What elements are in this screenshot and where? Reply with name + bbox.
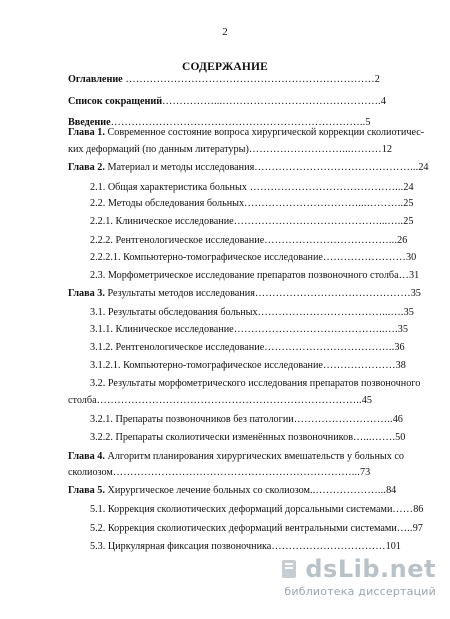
toc-line[interactable] (68, 74, 380, 86)
toc-leader: ..………………... (310, 485, 387, 496)
toc-line[interactable] (90, 504, 423, 516)
toc-line[interactable] (68, 288, 421, 300)
toc-line[interactable] (90, 198, 413, 210)
toc-text: 3.1.2. Рентгенологическое исследование (90, 342, 265, 353)
toc-page: 97 (412, 523, 423, 534)
toc-leader: ……………………………………... (246, 182, 404, 193)
toc-text: 2.2.2.1. Компьютерно-томографическое исследование (90, 252, 323, 263)
toc-leader: ……………………………………………………………… (122, 74, 375, 85)
toc-page: 35 (410, 288, 421, 299)
book-icon (280, 558, 300, 580)
toc-line[interactable] (90, 360, 406, 372)
toc-chapter: Глава 4. (68, 451, 105, 462)
toc-line[interactable] (90, 342, 405, 354)
toc-text: 5.1. Коррекция сколиотических деформаций дорсальными системами (90, 504, 393, 515)
toc-leader: ……………………………………… (254, 288, 411, 299)
toc-leader: ………………… (322, 360, 396, 371)
toc-line[interactable] (68, 485, 396, 497)
toc-line[interactable] (90, 270, 419, 282)
toc-line[interactable] (68, 467, 370, 479)
toc-leader: ……………………………………………………………….. (110, 117, 366, 128)
toc-line[interactable] (68, 162, 429, 174)
toc-text: 2.2.1. Клиническое исследование (90, 216, 234, 227)
toc-leader: ………………………………... (264, 235, 398, 246)
toc-page: 86 (413, 504, 424, 515)
toc-line[interactable] (68, 144, 392, 156)
toc-text: 2.2.2. Рентгенологическое исследование (90, 235, 265, 246)
toc-page: 4 (380, 96, 386, 107)
toc-page: 26 (397, 235, 408, 246)
toc-page: 35 (397, 324, 408, 335)
toc-chapter: Список сокращений (68, 96, 163, 107)
toc-text: 2.2. Методы обследования больных (90, 198, 245, 209)
toc-page: 35 (403, 307, 414, 318)
toc-chapter: Глава 5. (68, 485, 105, 496)
page-number: 2 (222, 26, 228, 38)
toc-leader: … (398, 270, 410, 281)
toc-leader: …………………………… (271, 541, 386, 552)
toc-line[interactable] (90, 235, 407, 247)
toc-page: 46 (392, 414, 403, 425)
toc-leader: ……………………………...……….. (244, 198, 404, 209)
toc-text: 3.2.2. Препараты сколиотически изменённых позвоночников (90, 432, 354, 443)
toc-leader: ………………………...……… (248, 144, 382, 155)
toc-page: 73 (360, 467, 371, 478)
toc-page: 24 (403, 182, 414, 193)
toc-chapter: Оглавление (68, 74, 123, 85)
watermark-subtitle: библиотека диссертаций (284, 585, 436, 598)
toc-leader: ……………………………………..…. (233, 324, 398, 335)
toc-leader: ………………………………………………………………….. (96, 395, 362, 406)
toc-text: 3.2. Результаты морфометрического исследования препаратов позвоночного (90, 378, 421, 389)
toc-page: 38 (395, 360, 406, 371)
toc-leader: …………………… (322, 252, 407, 263)
toc-text: Алгоритм планирования хирургических вмешательств у больных со (104, 451, 405, 462)
toc-page: 84 (386, 485, 397, 496)
toc-page: 5 (365, 117, 371, 128)
page-title: СОДЕРЖАНИЕ (181, 61, 269, 73)
toc-page: 36 (394, 342, 405, 353)
toc-chapter: Глава 1. (68, 127, 105, 138)
toc-leader: ….. (396, 523, 413, 534)
watermark-logo: dsLib.net (305, 555, 436, 583)
toc-text: 3.1.2.1. Компьютерно-томографическое исследование (90, 360, 323, 371)
toc-text: 5.2. Коррекция сколиотических деформаций вентральными системами (90, 523, 397, 534)
toc-text: 5.3. Циркулярная фиксация позвоночника (90, 541, 272, 552)
toc-page: 12 (381, 144, 392, 155)
toc-line[interactable] (90, 252, 416, 264)
toc-page: 50 (395, 432, 406, 443)
toc-page: 30 (406, 252, 417, 263)
watermark (280, 555, 440, 603)
toc-leader: …...……. (353, 432, 396, 443)
toc-line[interactable] (90, 307, 414, 319)
toc-leader: ………………………………...…. (257, 307, 404, 318)
toc-page: 24 (418, 162, 429, 173)
toc-text: ких деформаций (по данным литературы) (68, 144, 249, 155)
toc-chapter: Введение (68, 117, 111, 128)
toc-text: столба (68, 395, 97, 406)
toc-leader: ……………………………………………………………... (112, 467, 361, 478)
toc-text: Хирургическое лечение больных со сколиозом (104, 485, 311, 496)
toc-line[interactable] (90, 378, 420, 390)
toc-leader: ………………………………………... (254, 162, 419, 173)
toc-leader: ……………………….. (293, 414, 393, 425)
toc-text: 2.3. Морфометрическое исследование препаратов позвоночного столба (90, 270, 399, 281)
toc-text: 3.1.1. Клиническое исследование (90, 324, 234, 335)
toc-text: 3.1. Результаты обследования больных (90, 307, 258, 318)
toc-line[interactable] (90, 324, 408, 336)
toc-line[interactable] (68, 395, 372, 407)
toc-text: Результаты методов исследования (104, 288, 255, 299)
toc-chapter: Глава 3. (68, 288, 105, 299)
toc-line[interactable] (68, 96, 386, 108)
toc-line[interactable] (90, 523, 423, 535)
toc-text: Материал и методы исследования (104, 162, 255, 173)
toc-page: 31 (409, 270, 420, 281)
toc-page: 101 (385, 541, 401, 552)
toc-line[interactable] (90, 541, 401, 553)
toc-leader: ……………...………………………………………. (162, 96, 381, 107)
toc-line[interactable] (90, 432, 405, 444)
toc-text: 3.2.1. Препараты позвоночников без патологии (90, 414, 294, 425)
toc-leader: ……………………………………...….. (233, 216, 404, 227)
toc-line[interactable] (90, 182, 414, 194)
toc-line[interactable] (68, 451, 404, 463)
toc-page: 25 (403, 198, 414, 209)
toc-page: 45 (361, 395, 372, 406)
toc-leader: …… (392, 504, 414, 515)
toc-page: 2 (374, 74, 380, 85)
toc-chapter: Глава 2. (68, 162, 105, 173)
toc-text: сколиозом (68, 467, 113, 478)
toc-page: 25 (403, 216, 414, 227)
toc-text: Современное состояние вопроса хирургической коррекции сколиотичес- (104, 127, 425, 138)
toc-line[interactable] (90, 414, 403, 426)
toc-leader: ……………………………….. (264, 342, 395, 353)
toc-line[interactable] (90, 216, 413, 228)
toc-text: 2.1. Общая характеристика больных (90, 182, 247, 193)
toc-line[interactable] (68, 127, 424, 139)
